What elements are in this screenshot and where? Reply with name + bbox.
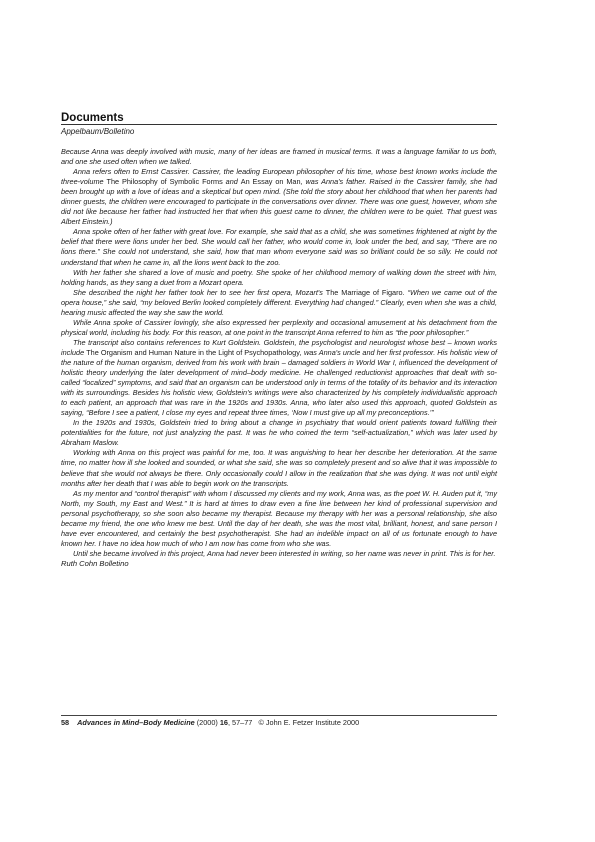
footer-divider [61,715,497,716]
copyright-notice: © John E. Fetzer Institute 2000 [258,718,360,727]
journal-volume: 16 [219,718,228,727]
journal-name: Advances in Mind–Body Medicine [77,718,195,727]
paragraph: As my mentor and “control therapist” with whom I discussed my clients and my work, Anna was, as the poet W. H. Auden put it, “my North, my South, my East and West.” It is hard at times to draw even a fine line between her kind of professional supervision and personal psychotherapy, so she soon also became my therapist. Because my therapy with her was a personal relationship, she also became my friend, the one who knew me best. Until the day of her death, she was the most vital, brilliant, honest, and sane person I have ever encountered, and certainly the best psychotherapist. She had an indelible impact on all of us fortunate enough to have known her. I have no idea how much of who I am now has come from who she was. [61,488,497,548]
book-title: An Essay on Man [240,177,301,187]
article-body [61,147,497,569]
paragraph: While Anna spoke of Cassirer lovingly, she also expressed her perplexity and occasional amusement at his detachment from the physical world, including his body. For this reason, at one point in the transcript Anna referred to him as “the poor philosopher.” [61,317,497,337]
section-title: Documents [61,112,124,124]
title-divider [61,124,497,125]
journal-pages: , 57–77 [228,718,253,727]
paragraph: Anna refers often to Ernst Cassirer. Cassirer, the leading European philosopher of his time, whose best known works include the three-volume The Philosophy of Symbolic Forms and An Essay on Man, was Anna's father. Raised in the Cassirer family, she had been brought up with a love of ideas and a skeptical but open mind. (She told the story about her childhood that when her parents had dinner guests, the children were encouraged to participate in the conversations over dinner. There was one guest, however, whom she did not like because her father had instructed her that when this guest came to dinner, the children were to be quiet. That guest was Albert Einstein.) [61,167,497,227]
journal-year: (2000) [194,718,220,727]
paragraph: Because Anna was deeply involved with music, many of her ideas are framed in musical terms. It was a language familiar to us both, and one she used often when we talked. [61,147,497,167]
paragraph: In the 1920s and 1930s, Goldstein tried to bring about a change in psychiatry that would orient patients toward fulfilling their potentialities for the future, not just analyzing the past. It was he who coined the term “self-actualization,” which was later used by Abraham Maslow. [61,418,497,448]
opera-title: The Marriage of Figaro [325,287,403,297]
author-signature: Ruth Cohn Bolletino [61,558,129,568]
paragraph: Until she became involved in this project, Anna had never been interested in writing, so her name was never in print. This is for her. [73,548,496,558]
paragraph: The transcript also contains references to Kurt Goldstein. Goldstein, the psychologist and neurologist whose best – known works include The Organism and Human Nature in the Light of Psychopathology, was Anna's uncle and her first professor. His holistic view of the nature of the human organism, derived from his work with brain – damaged soldiers in World War I, influenced the development of holistic theory underlying the later development of mind–body medicine. He challenged reductionist approaches that dealt with so-called “localized” symptoms, and said that an organism can be understood only in terms of the totality of its behavior and its interaction with its surroundings. Besides his holistic view, Goldstein's writings were also characterized by his completely individualistic approach to each patient, an approach that was rare in the 1920s and 1930s. Anna, who later also used this approach, quoted Goldstein as saying, “Before I see a patient, I close my eyes and repeat three times, ‘Now I must give up all my preconceptions.’” [61,337,498,418]
paragraph: Working with Anna on this project was painful for me, too. It was anguishing to hear her describe her deterioration. At the same time, no matter how ill she looked and sounded, or what she said, she was so completely present and so alive that it was impossible to believe that she would not always be there. Only occasionally could I allow in the realization that she was dying. It was not until eight months after her death that I was able to begin work on the transcripts. [61,448,497,488]
book-title: The Philosophy of Symbolic Forms [106,177,223,187]
paragraph: She described the night her father took her to see her first opera, Mozart's The Marriage of Figaro. “When we came out of the opera house,” she said, “my beloved Berlin looked completely different. Everything had changed.” Clearly, even when she was a child, hearing music affected the way she saw the world. [61,287,497,317]
paragraph: Anna spoke often of her father with great love. For example, she said that as a child, she was sometimes frightened at night by the belief that there were lions under her bed. She would call her father, who would come in, look under the bed, and say, “There are no lions there.” She could not understand, she said, how that man whom everyone said was so brilliant could be so silly. He could not understand that when he came in, all the lions went back to the zoo. [61,227,497,267]
running-authors: Appelbaum/Bolletino [61,127,135,136]
paragraph: With her father she shared a love of music and poetry. She spoke of her childhood memory of walking down the street with him, holding hands, as they sang a duet from a Mozart opera. [61,267,497,287]
page-number: 58 [61,718,70,727]
book-title: The Organism and Human Nature in the Light of Psychopathology [86,347,300,357]
page-footer [61,718,497,727]
